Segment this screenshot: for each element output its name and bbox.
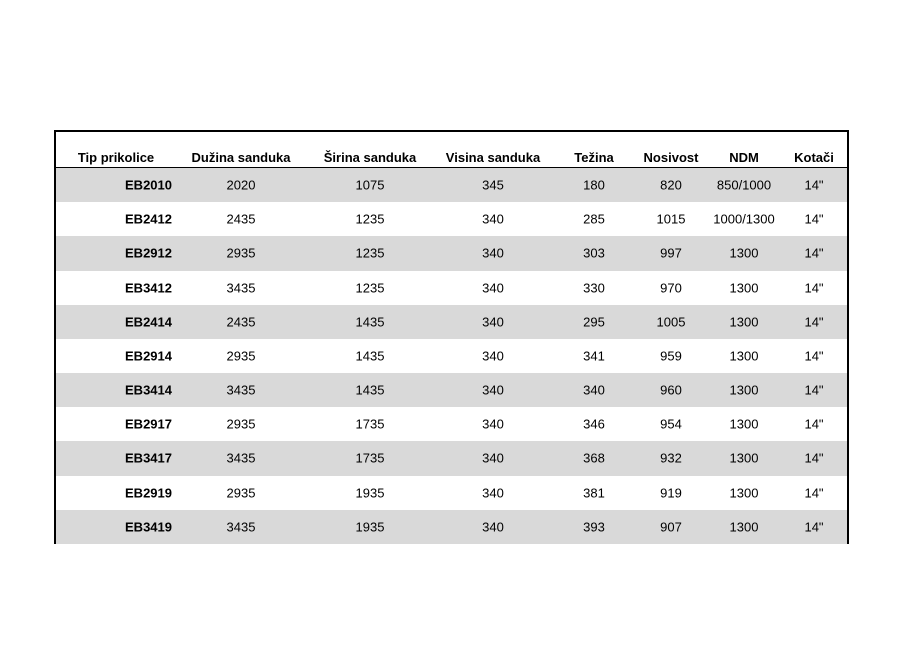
table-row [56, 271, 847, 305]
cell-ndm: 1300 [729, 519, 759, 535]
cell-nosivost: 1005 [656, 314, 686, 330]
cell-nosivost: 932 [660, 450, 682, 466]
cell-kotaci: 14" [804, 348, 824, 364]
cell-tezina: 303 [583, 245, 605, 261]
header-duzina-sanduka: Dužina sanduka [191, 150, 291, 165]
cell-tezina: 368 [583, 450, 605, 466]
cell-sirina-sanduka: 1935 [355, 485, 385, 501]
cell-visina-sanduka: 340 [482, 314, 504, 330]
cell-visina-sanduka: 340 [482, 450, 504, 466]
cell-tezina: 285 [583, 211, 605, 227]
table-row [56, 168, 847, 202]
cell-visina-sanduka: 340 [482, 382, 504, 398]
cell-tip-prikolice: EB2010 [125, 177, 172, 193]
cell-sirina-sanduka: 1735 [355, 416, 385, 432]
cell-kotaci: 14" [804, 314, 824, 330]
cell-tip-prikolice: EB3412 [125, 280, 172, 296]
table-row [56, 305, 847, 339]
cell-duzina-sanduka: 3435 [226, 519, 256, 535]
cell-kotaci: 14" [804, 519, 824, 535]
cell-tip-prikolice: EB2919 [125, 485, 172, 501]
cell-ndm: 1300 [729, 348, 759, 364]
cell-tip-prikolice: EB2917 [125, 416, 172, 432]
cell-tezina: 381 [583, 485, 605, 501]
cell-kotaci: 14" [804, 211, 824, 227]
cell-sirina-sanduka: 1235 [355, 280, 385, 296]
cell-sirina-sanduka: 1235 [355, 211, 385, 227]
table-row [56, 407, 847, 441]
cell-nosivost: 997 [660, 245, 682, 261]
cell-duzina-sanduka: 2935 [226, 245, 256, 261]
cell-visina-sanduka: 340 [482, 416, 504, 432]
cell-tezina: 341 [583, 348, 605, 364]
cell-tezina: 295 [583, 314, 605, 330]
cell-ndm: 1300 [729, 245, 759, 261]
cell-sirina-sanduka: 1435 [355, 314, 385, 330]
cell-tezina: 180 [583, 177, 605, 193]
cell-sirina-sanduka: 1935 [355, 519, 385, 535]
cell-kotaci: 14" [804, 485, 824, 501]
cell-nosivost: 820 [660, 177, 682, 193]
cell-tip-prikolice: EB3417 [125, 450, 172, 466]
table-body [56, 168, 847, 544]
table-header-row [56, 132, 847, 168]
cell-sirina-sanduka: 1735 [355, 450, 385, 466]
header-visina-sanduka: Visina sanduka [445, 150, 541, 165]
cell-duzina-sanduka: 2435 [226, 211, 256, 227]
cell-duzina-sanduka: 2435 [226, 314, 256, 330]
cell-visina-sanduka: 340 [482, 211, 504, 227]
table-row [56, 510, 847, 544]
cell-sirina-sanduka: 1435 [355, 348, 385, 364]
cell-visina-sanduka: 340 [482, 280, 504, 296]
cell-ndm: 1300 [729, 382, 759, 398]
table-row [56, 373, 847, 407]
cell-kotaci: 14" [804, 177, 824, 193]
cell-tip-prikolice: EB3414 [125, 382, 172, 398]
cell-sirina-sanduka: 1235 [355, 245, 385, 261]
cell-visina-sanduka: 340 [482, 519, 504, 535]
header-ndm: NDM [729, 150, 759, 165]
cell-nosivost: 1015 [656, 211, 686, 227]
cell-tezina: 346 [583, 416, 605, 432]
table-row [56, 476, 847, 510]
cell-ndm: 1300 [729, 416, 759, 432]
cell-duzina-sanduka: 2935 [226, 348, 256, 364]
trailer-spec-table [54, 130, 849, 544]
cell-duzina-sanduka: 3435 [226, 280, 256, 296]
table-row [56, 339, 847, 373]
header-tip-prikolice: Tip prikolice [77, 150, 155, 165]
cell-nosivost: 954 [660, 416, 682, 432]
cell-nosivost: 919 [660, 485, 682, 501]
cell-visina-sanduka: 345 [482, 177, 504, 193]
cell-tip-prikolice: EB3419 [125, 519, 172, 535]
cell-ndm: 1300 [729, 280, 759, 296]
cell-kotaci: 14" [804, 245, 824, 261]
header-kotaci: Kotači [794, 150, 834, 165]
cell-tezina: 330 [583, 280, 605, 296]
cell-tip-prikolice: EB2414 [125, 314, 172, 330]
cell-duzina-sanduka: 2935 [226, 485, 256, 501]
cell-duzina-sanduka: 2020 [226, 177, 256, 193]
cell-tip-prikolice: EB2912 [125, 245, 172, 261]
cell-duzina-sanduka: 2935 [226, 416, 256, 432]
cell-kotaci: 14" [804, 280, 824, 296]
cell-nosivost: 960 [660, 382, 682, 398]
cell-visina-sanduka: 340 [482, 485, 504, 501]
cell-kotaci: 14" [804, 450, 824, 466]
cell-nosivost: 907 [660, 519, 682, 535]
cell-ndm: 850/1000 [716, 177, 772, 193]
cell-ndm: 1300 [729, 485, 759, 501]
table-row [56, 236, 847, 270]
cell-nosivost: 970 [660, 280, 682, 296]
header-tezina: Težina [574, 150, 614, 165]
table-row [56, 202, 847, 236]
cell-ndm: 1000/1300 [713, 211, 775, 227]
cell-duzina-sanduka: 3435 [226, 450, 256, 466]
cell-sirina-sanduka: 1075 [355, 177, 385, 193]
cell-ndm: 1300 [729, 314, 759, 330]
cell-tip-prikolice: EB2412 [125, 211, 172, 227]
cell-sirina-sanduka: 1435 [355, 382, 385, 398]
header-nosivost: Nosivost [643, 150, 699, 165]
cell-visina-sanduka: 340 [482, 245, 504, 261]
cell-kotaci: 14" [804, 416, 824, 432]
cell-tip-prikolice: EB2914 [125, 348, 172, 364]
cell-kotaci: 14" [804, 382, 824, 398]
table-row [56, 441, 847, 475]
cell-ndm: 1300 [729, 450, 759, 466]
cell-tezina: 393 [583, 519, 605, 535]
cell-visina-sanduka: 340 [482, 348, 504, 364]
cell-duzina-sanduka: 3435 [226, 382, 256, 398]
cell-nosivost: 959 [660, 348, 682, 364]
cell-tezina: 340 [583, 382, 605, 398]
header-sirina-sanduka: Širina sanduka [323, 150, 417, 165]
